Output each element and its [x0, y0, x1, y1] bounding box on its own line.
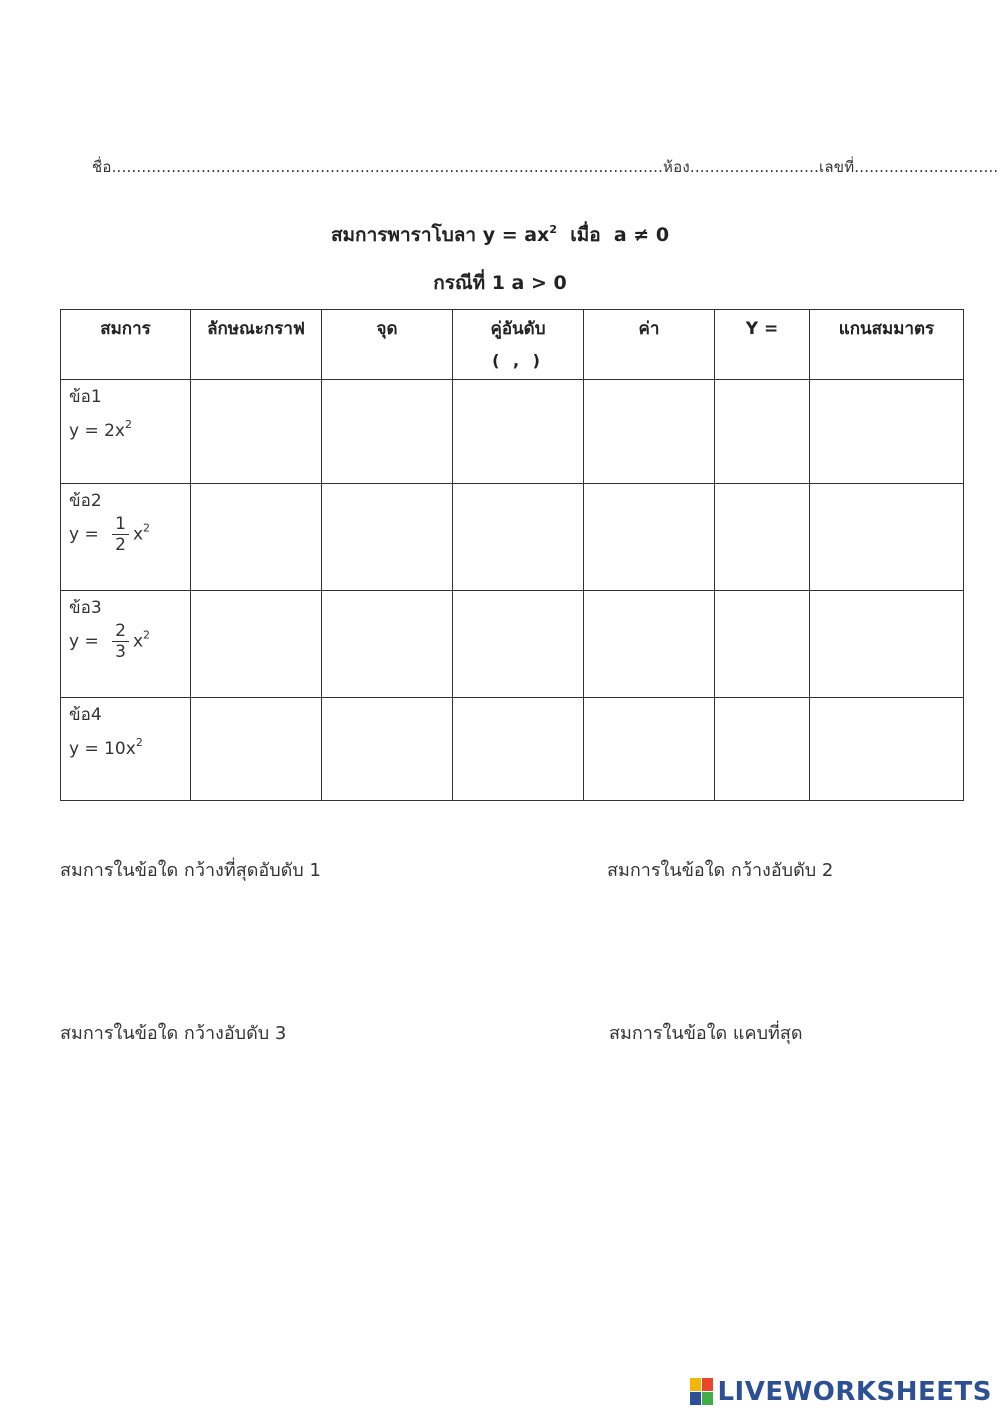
question-wide-3: สมการในข้อใด กว้างอับดับ 3 [60, 1023, 287, 1044]
answer-cell[interactable] [810, 484, 964, 591]
col-header-graph-shape: ลักษณะกราฟ [191, 310, 322, 380]
col-header-ordered-pair: คู่อันดับ ( , ) [453, 310, 584, 380]
answer-cell[interactable] [715, 698, 810, 801]
answer-cell[interactable] [715, 484, 810, 591]
answer-cell[interactable] [453, 484, 584, 591]
col-header-point: จุด [322, 310, 453, 380]
col-header-y: Y = [715, 310, 810, 380]
ordered-pair-hint: ( , ) [492, 351, 544, 370]
answer-cell[interactable] [191, 591, 322, 698]
logo-text: LIVEWORKSHEETS [717, 1377, 992, 1407]
table-row [61, 698, 964, 801]
question-widest-1: สมการในข้อใด กว้างที่สุดอับดับ 1 [60, 860, 321, 881]
student-info-line [92, 155, 999, 179]
answer-cell[interactable] [715, 380, 810, 484]
answer-cell[interactable] [810, 698, 964, 801]
answer-cell[interactable] [584, 698, 715, 801]
row-label: ข้อ1 [69, 387, 102, 407]
fraction: $\frac{1}{2}$ [112, 514, 129, 555]
equation: y = $\frac{1}{2}$ $x^2$ [69, 514, 151, 555]
liveworksheets-logo[interactable] [690, 1374, 992, 1410]
answer-cell[interactable] [322, 591, 453, 698]
answer-cell[interactable] [453, 698, 584, 801]
answer-cell[interactable] [322, 698, 453, 801]
question-narrowest: สมการในข้อใด แคบที่สุด [609, 1023, 803, 1044]
answer-cell[interactable] [715, 591, 810, 698]
answer-cell[interactable] [322, 380, 453, 484]
table-row [61, 484, 964, 591]
col-header-value: ค่า [584, 310, 715, 380]
answer-cell[interactable] [584, 484, 715, 591]
equation: y = $\frac{2}{3}$ $x^2$ [69, 621, 151, 662]
worksheet-title: สมการพาราโบลา $y = ax^2$ เมื่อ a ≠ 0 [330, 223, 670, 246]
answer-cell[interactable] [322, 484, 453, 591]
row-label: ข้อ4 [69, 705, 102, 725]
equation: $y = 2x^2$ [69, 418, 132, 441]
equation: $y = 10x^2$ [69, 736, 143, 759]
table-header-row [61, 310, 964, 380]
name-field[interactable]: ชื่อ............................................................................................................... [92, 158, 664, 176]
table-row [61, 380, 964, 484]
parabola-table [60, 309, 964, 801]
equation-cell [61, 484, 191, 591]
equation-cell [61, 698, 191, 801]
row-label: ข้อ3 [69, 598, 102, 618]
answer-cell[interactable] [191, 698, 322, 801]
liveworksheets-logo-icon [690, 1378, 714, 1406]
equation-cell [61, 380, 191, 484]
answer-cell[interactable] [191, 380, 322, 484]
case-subtitle: กรณีที่ 1 a > 0 [433, 272, 567, 294]
answer-cell[interactable] [453, 380, 584, 484]
answer-cell[interactable] [810, 591, 964, 698]
number-field[interactable]: เลขที่............................. [819, 158, 999, 176]
row-label: ข้อ2 [69, 491, 102, 511]
question-wide-2: สมการในข้อใด กว้างอับดับ 2 [607, 860, 834, 881]
col-header-equation: สมการ [61, 310, 191, 380]
fraction: $\frac{2}{3}$ [112, 621, 129, 662]
answer-cell[interactable] [453, 591, 584, 698]
answer-cell[interactable] [584, 380, 715, 484]
answer-cell[interactable] [191, 484, 322, 591]
table-row [61, 591, 964, 698]
answer-cell[interactable] [810, 380, 964, 484]
room-field[interactable]: ห้อง.......................... [663, 158, 820, 176]
answer-cell[interactable] [584, 591, 715, 698]
col-header-axis-of-symmetry: แกนสมมาตร [810, 310, 964, 380]
equation-cell [61, 591, 191, 698]
